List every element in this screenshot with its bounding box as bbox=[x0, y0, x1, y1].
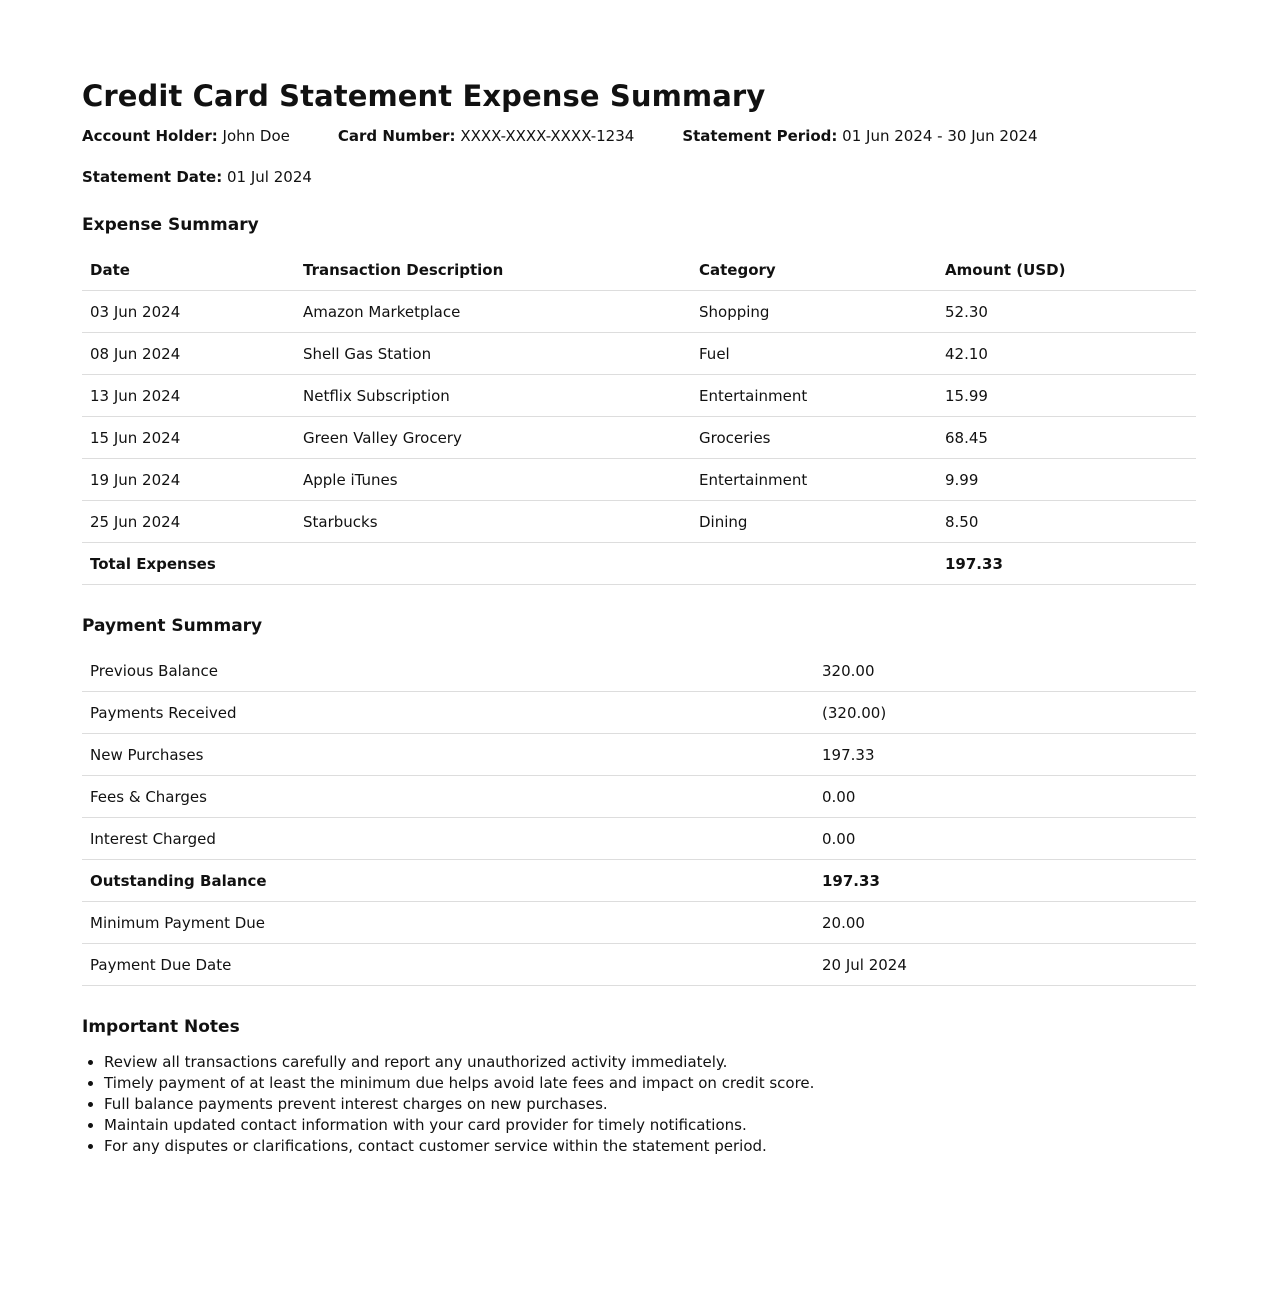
cell-description: Starbucks bbox=[295, 501, 691, 543]
table-row bbox=[82, 818, 1196, 860]
payment-value: (320.00) bbox=[814, 692, 1196, 734]
cell-category: Shopping bbox=[691, 291, 937, 333]
empty-cell bbox=[295, 543, 691, 585]
cell-amount: 8.50 bbox=[937, 501, 1196, 543]
table-row bbox=[82, 776, 1196, 818]
table-row bbox=[82, 944, 1196, 986]
cell-description: Green Valley Grocery bbox=[295, 417, 691, 459]
cell-category: Groceries bbox=[691, 417, 937, 459]
table-row bbox=[82, 650, 1196, 692]
notes-list bbox=[82, 1052, 1196, 1157]
list-item: • Review all transactions carefully and report any unauthorized activity immediately. bbox=[104, 1052, 1196, 1073]
table-row bbox=[82, 333, 1196, 375]
header-description: Transaction Description bbox=[295, 249, 691, 291]
cell-amount: 42.10 bbox=[937, 333, 1196, 375]
cell-description: Amazon Marketplace bbox=[295, 291, 691, 333]
card-number bbox=[338, 126, 634, 146]
table-row bbox=[82, 692, 1196, 734]
table-row bbox=[82, 417, 1196, 459]
payment-value: 197.33 bbox=[814, 860, 1196, 902]
cell-description: Netflix Subscription bbox=[295, 375, 691, 417]
table-row bbox=[82, 375, 1196, 417]
payment-label: Fees & Charges bbox=[82, 776, 814, 818]
statement-period-label: Statement Period: bbox=[682, 127, 838, 145]
payment-value: 197.33 bbox=[814, 734, 1196, 776]
payment-table bbox=[82, 650, 1196, 986]
cell-date: 13 Jun 2024 bbox=[82, 375, 295, 417]
payment-value: 0.00 bbox=[814, 776, 1196, 818]
cell-category: Fuel bbox=[691, 333, 937, 375]
payment-summary-heading: Payment Summary bbox=[82, 616, 263, 636]
account-holder-value: John Doe bbox=[222, 127, 290, 145]
statement-period bbox=[682, 126, 1037, 146]
payment-label: Previous Balance bbox=[82, 650, 814, 692]
card-number-label: Card Number: bbox=[337, 127, 456, 145]
list-item: • For any disputes or clarifications, contact customer service within the statement period. bbox=[104, 1136, 1196, 1157]
cell-date: 03 Jun 2024 bbox=[82, 291, 295, 333]
cell-category: Dining bbox=[691, 501, 937, 543]
cell-description: Shell Gas Station bbox=[295, 333, 691, 375]
header-category: Category bbox=[691, 249, 937, 291]
payment-label: New Purchases bbox=[82, 734, 814, 776]
table-row bbox=[82, 459, 1196, 501]
payment-value: 20 Jul 2024 bbox=[814, 944, 1196, 986]
list-item: • Timely payment of at least the minimum due helps avoid late fees and impact on credit score. bbox=[104, 1073, 1196, 1094]
expense-table bbox=[82, 249, 1196, 585]
statement-date-value: 01 Jul 2024 bbox=[227, 168, 312, 186]
header-amount: Amount (USD) bbox=[937, 249, 1196, 291]
header-date: Date bbox=[82, 249, 295, 291]
payment-value: 20.00 bbox=[814, 902, 1196, 944]
statement-page bbox=[82, 76, 1196, 1157]
statement-date bbox=[82, 167, 312, 187]
table-row bbox=[82, 902, 1196, 944]
payment-label: Outstanding Balance bbox=[82, 860, 814, 902]
account-info-row bbox=[82, 126, 1196, 146]
page-title: Credit Card Statement Expense Summary bbox=[82, 79, 766, 113]
cell-amount: 15.99 bbox=[937, 375, 1196, 417]
table-row bbox=[82, 291, 1196, 333]
account-holder-label: Account Holder: bbox=[82, 127, 218, 145]
expense-summary-heading: Expense Summary bbox=[82, 215, 259, 235]
payment-value: 0.00 bbox=[814, 818, 1196, 860]
table-row bbox=[82, 501, 1196, 543]
table-row bbox=[82, 734, 1196, 776]
cell-amount: 9.99 bbox=[937, 459, 1196, 501]
cell-date: 19 Jun 2024 bbox=[82, 459, 295, 501]
cell-description: Apple iTunes bbox=[295, 459, 691, 501]
total-expenses-label: Total Expenses bbox=[82, 543, 295, 585]
important-notes-heading: Important Notes bbox=[82, 1017, 240, 1037]
cell-category: Entertainment bbox=[691, 375, 937, 417]
statement-period-value: 01 Jun 2024 - 30 Jun 2024 bbox=[842, 127, 1038, 145]
cell-date: 08 Jun 2024 bbox=[82, 333, 295, 375]
cell-date: 25 Jun 2024 bbox=[82, 501, 295, 543]
statement-date-label: Statement Date: bbox=[82, 168, 223, 186]
total-expenses-row bbox=[82, 543, 1196, 585]
list-item: • Full balance payments prevent interest charges on new purchases. bbox=[104, 1094, 1196, 1115]
payment-value: 320.00 bbox=[814, 650, 1196, 692]
statement-date-row bbox=[82, 167, 1196, 187]
total-expenses-value: 197.33 bbox=[937, 543, 1196, 585]
payment-label: Payment Due Date bbox=[82, 944, 814, 986]
payment-label: Minimum Payment Due bbox=[82, 902, 814, 944]
account-holder bbox=[82, 126, 290, 146]
cell-category: Entertainment bbox=[691, 459, 937, 501]
card-number-value: XXXX-XXXX-XXXX-1234 bbox=[460, 127, 635, 145]
cell-amount: 68.45 bbox=[937, 417, 1196, 459]
empty-cell bbox=[691, 543, 937, 585]
expense-header-row bbox=[82, 249, 1196, 291]
cell-date: 15 Jun 2024 bbox=[82, 417, 295, 459]
outstanding-balance-row bbox=[82, 860, 1196, 902]
payment-label: Payments Received bbox=[82, 692, 814, 734]
cell-amount: 52.30 bbox=[937, 291, 1196, 333]
payment-label: Interest Charged bbox=[82, 818, 814, 860]
list-item: • Maintain updated contact information with your card provider for timely notifications. bbox=[104, 1115, 1196, 1136]
